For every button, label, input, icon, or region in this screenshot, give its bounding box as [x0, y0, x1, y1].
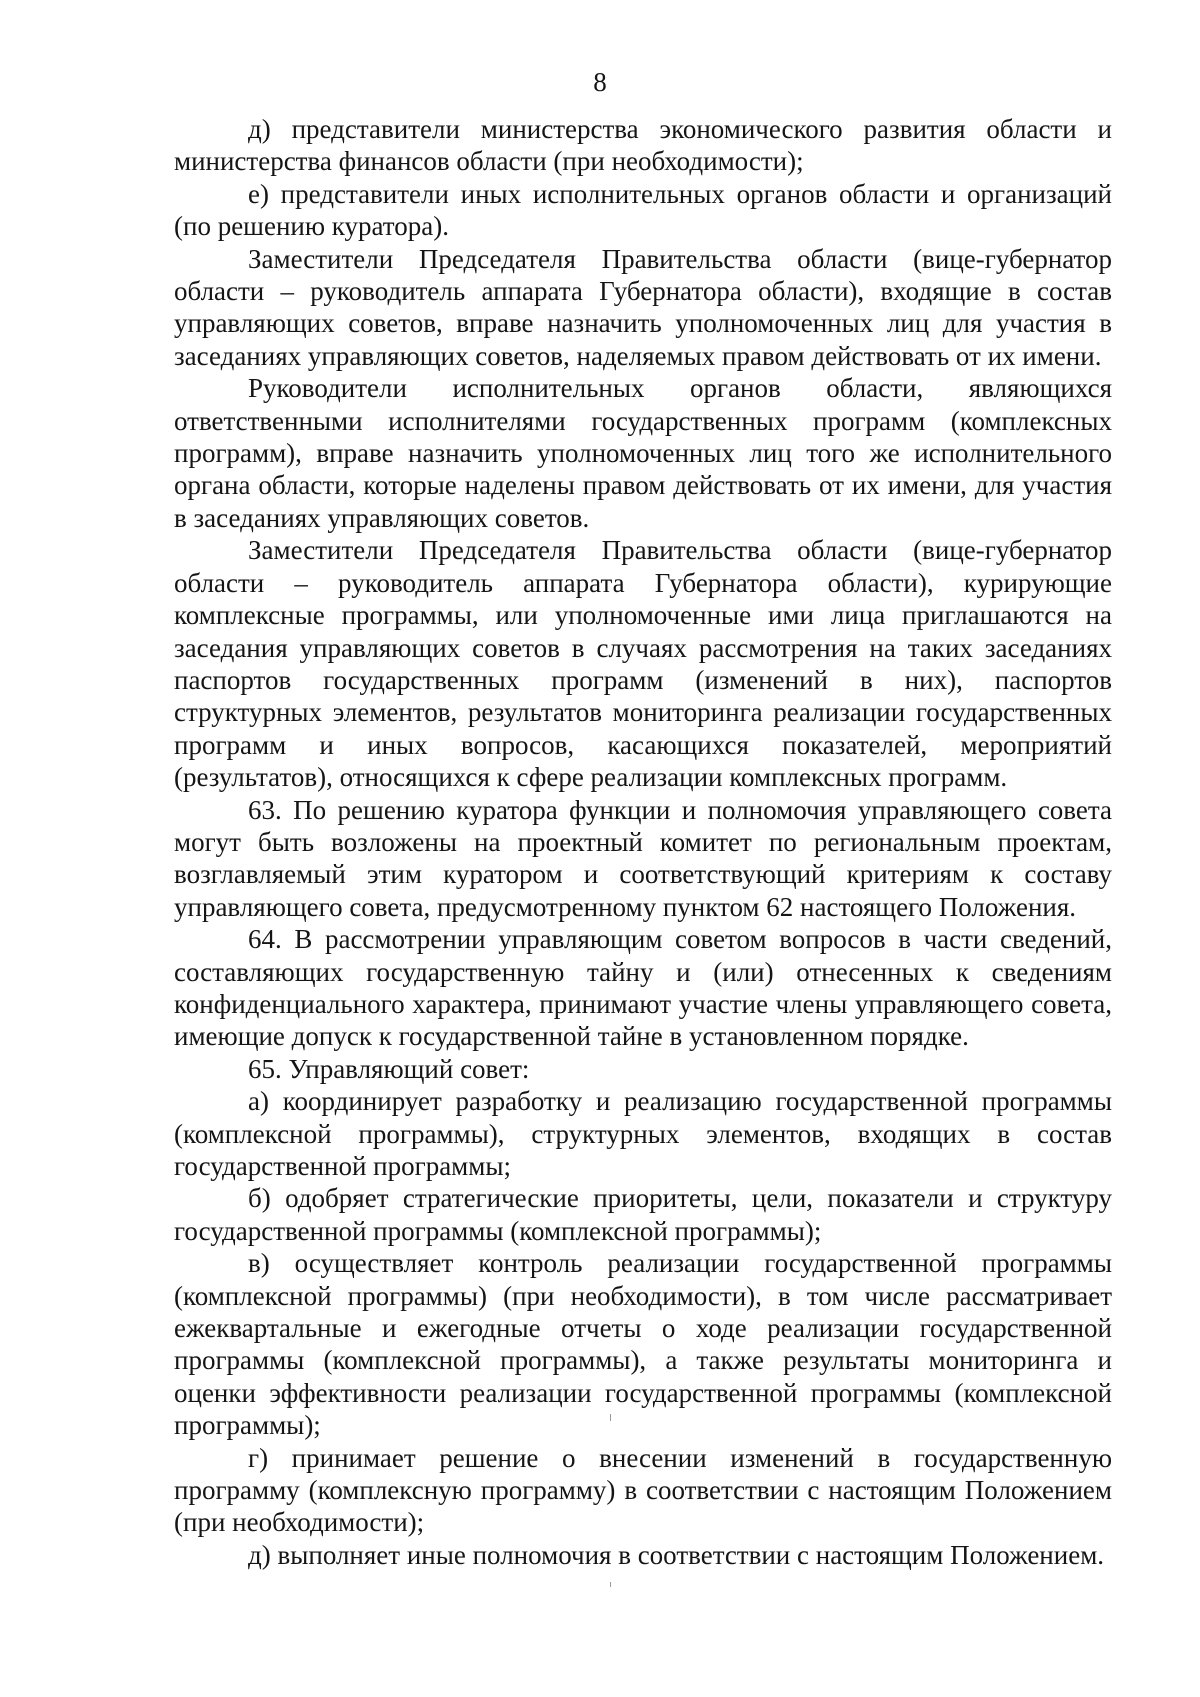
paragraph-clause-63: 63. По решению куратора функции и полномочия управляющего совета могут быть возложены на проектный комитет по региональным проектам, возглавляемый этим куратором и соответствующий критериям к составу управляющего совета, предусмотренному пунктом 62 настоящего Положения. — [174, 794, 1112, 922]
paragraph-clause-64: 64. В рассмотрении управляющим советом вопросов в части сведений, составляющих государственную тайну и (или) отнесенных к сведениям конфиденциального характера, принимают участие члены управляющего совета, имеющие допуск к государственной тайне в установленном порядке. — [174, 924, 1112, 1052]
paragraph-clause-65-v: в) осуществляет контроль реализации государственной программы (комплексной программы) (при необходимости), в том числе рассматривает ежеквартальные и ежегодные отчеты о ходе реализации государственной программы (комплексной программы), а также результаты мониторинга и оценки эффективности реализации государственной программы (комплексной программы); — [174, 1248, 1112, 1441]
paragraph-clause-65-g: г) принимает решение о внесении изменений в государственную программу (комплексную программу) в соответствии с настоящим Положением (при необходимости); — [174, 1442, 1112, 1538]
paragraph-item-d-ministries: д) представители министерства экономического развития области и министерства финансов области (при необходимости); — [174, 114, 1112, 177]
paragraph-deputies-authorized-persons: Заместители Председателя Правительства области (вице-губернатор области – руководитель аппарата Губернатора области), входящие в состав управляющих советов, вправе назначить уполномоченных лиц для участия в заседаниях управляющих советов, наделяемых правом действовать от их имени. — [174, 243, 1112, 371]
scan-speck — [610, 1414, 611, 1421]
paragraph-clause-65-b: б) одобряет стратегические приоритеты, цели, показатели и структуру государственной программы (комплексной программы); — [174, 1183, 1112, 1246]
paragraph-clause-65: 65. Управляющий совет: — [248, 1053, 530, 1084]
scan-speck — [610, 1582, 611, 1587]
paragraph-clause-65-a: а) координирует разработку и реализацию государственной программы (комплексной программы), структурных элементов, входящих в состав государственной программы; — [174, 1086, 1112, 1181]
paragraph-deputies-invitation: Заместители Председателя Правительства области (вице-губернатор области – руководитель аппарата Губернатора области), курирующие комплексные программы, или уполномоченные ими лица приглашаются на заседания управляющих советов в случаях рассмотрения на таких заседаниях паспортов государственных программ (изменений в них), паспортов структурных элементов, результатов мониторинга реализации государственных программ и иных вопросов, касающихся показателей, мероприятий (результатов), относящихся к сфере реализации комплексных программ. — [174, 535, 1112, 793]
paragraph-item-e-other-bodies: е) представители иных исполнительных органов области и организаций (по решению куратора). — [174, 178, 1112, 242]
page-number: 8 — [593, 67, 607, 97]
document-body — [174, 113, 1112, 1571]
paragraph-clause-65-d: д) выполняет иные полномочия в соответствии с настоящим Положением. — [248, 1539, 1105, 1570]
paragraph-heads-of-executive-bodies: Руководители исполнительных органов области, являющихся ответственными исполнителями государственных программ (комплексных программ), вправе назначить уполномоченных лиц того же исполнительного органа области, которые наделены правом действовать от их имени, для участия в заседаниях управляющих советов. — [174, 373, 1112, 533]
